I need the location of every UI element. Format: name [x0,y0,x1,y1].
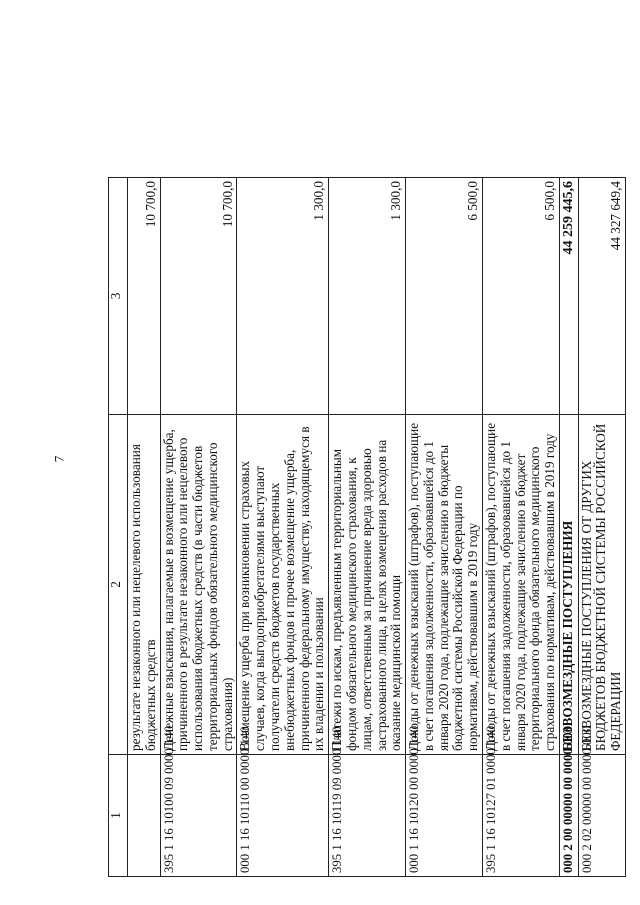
table-row [128,178,161,877]
row-amount: 1 300,0 [237,178,329,415]
row-name: Денежные взыскания, налагаемые в возмещение ущерба, причиненного в результате незаконного или нецелевого использования бюджетных средств (в части бюджетов территориальных фондов обязательного медицинского страхования) [160,415,237,755]
row-code: 395 1 16 10119 09 0000 140 [329,755,406,877]
row-amount: 6 500,0 [406,178,483,415]
row-code: 000 1 16 10110 00 0000 140 [237,755,329,877]
row-name: БЕЗВОЗМЕЗДНЫЕ ПОСТУПЛЕНИЯ ОТ ДРУГИХ БЮДЖЕТОВ БЮДЖЕТНОЙ СИСТЕМЫ РОССИЙСКОЙ ФЕДЕРАЦИИ [578,415,625,755]
row-amount: 10 700,0 [128,178,161,415]
row-name: результате незаконного или нецелевого использования бюджетных средств [128,415,161,755]
row-name: Платежи по искам, предъявленным территориальным фондом обязательного медицинского страхования, к лицам, ответственным за причинение вреда здоровью застрахованного лица, в целях возмещения расходов на оказание медицинской помощи [329,415,406,755]
row-amount: 44 327 649,4 [578,178,625,415]
table-row [482,178,559,877]
row-name: Доходы от денежных взысканий (штрафов), поступающие в счет погашения задолженности, образовавшейся до 1 января 2020 года, подлежащие зачислению в бюджеты бюджетной системы Российской Федерации по нормативам, действовавшим в 2019 году [406,415,483,755]
row-code: 000 2 00 00000 00 0000 000 [559,755,578,877]
header-col-2: 2 [109,415,128,755]
row-code: 000 1 16 10120 00 0000 140 [406,755,483,877]
page-number: 7 [51,455,67,463]
table-row [160,178,237,877]
row-name: Возмещение ущерба при возникновении страховых случаев, когда выгодоприобретателями выступают получатели средств бюджетов государственных внебюджетных фондов и прочее возмещение ущерба, причиненного федеральному имуществу, находящемуся в их владении и пользовании [237,415,329,755]
row-code: 395 1 16 10100 09 0000 140 [160,755,237,877]
row-amount: 6 500,0 [482,178,559,415]
table-row [578,178,625,877]
rotated-table-wrapper [108,177,640,877]
table-row [329,178,406,877]
revenue-table [108,177,626,877]
table-header-row [109,178,128,877]
table-row [559,178,578,877]
row-code: 000 2 02 00000 00 0000 000 [578,755,625,877]
row-name: Доходы от денежных взысканий (штрафов), поступающие в счет погашения задолженности, образовавшейся до 1 января 2020 года, подлежащие зачислению в бюджет территориального фонда обязательного медицинского страхования по нормативам, действовавшим в 2019 году [482,415,559,755]
table-row [237,178,329,877]
table-row [406,178,483,877]
header-col-3: 3 [109,178,128,415]
row-amount: 44 259 445,6 [559,178,578,415]
row-name: БЕЗВОЗМЕЗДНЫЕ ПОСТУПЛЕНИЯ [559,415,578,755]
header-col-1: 1 [109,755,128,877]
row-code [128,755,161,877]
row-amount: 1 300,0 [329,178,406,415]
row-code: 395 1 16 10127 01 0000 140 [482,755,559,877]
row-amount: 10 700,0 [160,178,237,415]
